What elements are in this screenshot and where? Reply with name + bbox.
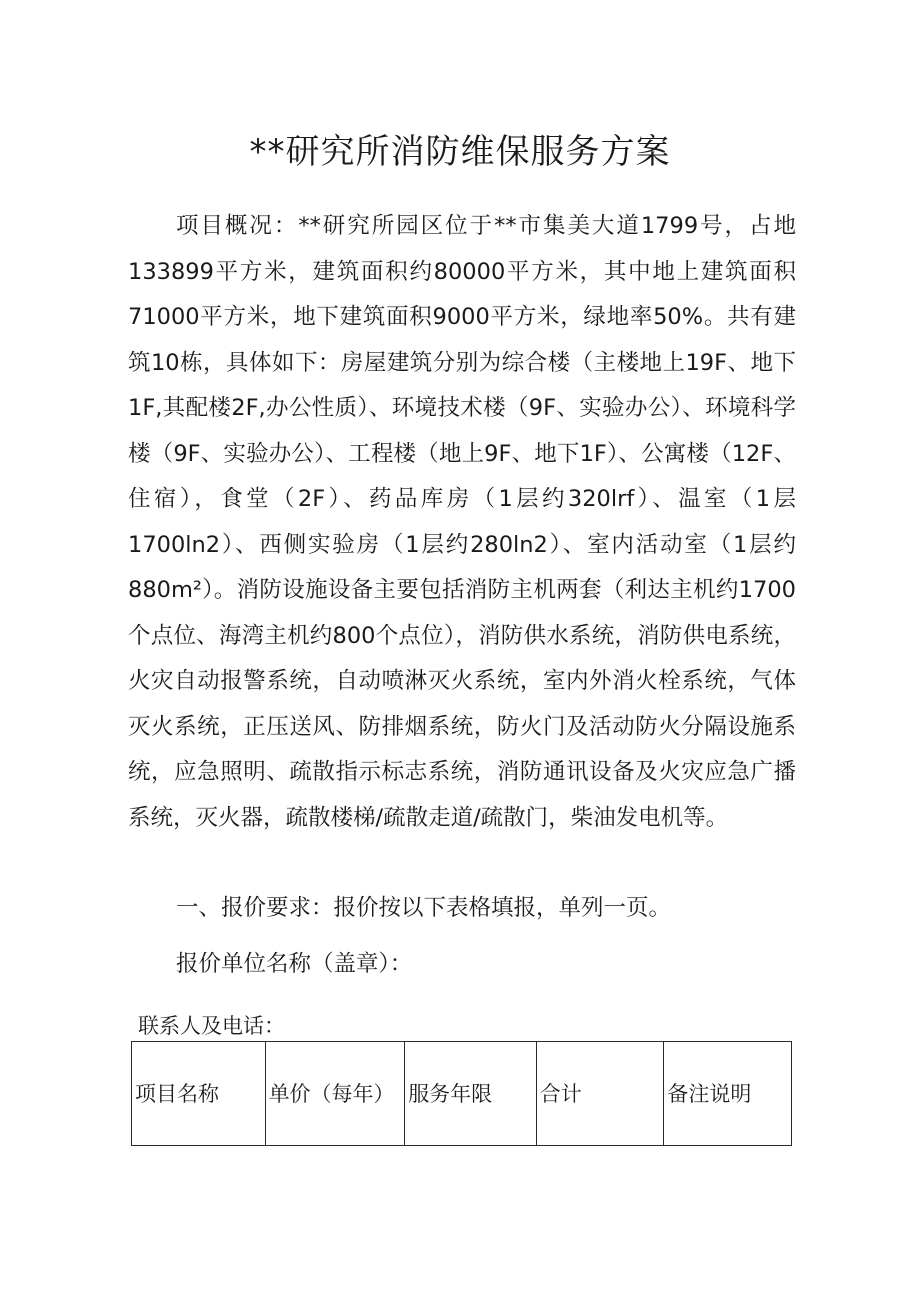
header-service-years: 服务年限 — [405, 1042, 537, 1146]
quote-requirement: 一、报价要求：报价按以下表格填报，单列一页。 — [176, 895, 672, 921]
header-unit-price: 单价（每年） — [265, 1042, 405, 1146]
quoting-unit-name-label: 报价单位名称（盖章）： — [176, 951, 413, 977]
document-title: **研究所消防维保服务方案 — [249, 132, 671, 172]
quote-table — [131, 1041, 792, 1146]
project-overview-paragraph: 项目概况：**研究所园区位于**市集美大道1799号，占地133899平方米，建筑面积约80000平方米，其中地上建筑面积71000平方米，地下建筑面积9000平方米，绿地率50%。共有建筑10栋，具体如下：房屋建筑分别为综合楼（主楼地上19F、地下1F,其配楼2F,办公性质）、环境技术楼（9F、实验办公）、环境科学楼（9F、实验办公）、工程楼（地上9F、地下1F）、公寓楼（12F、住宿），食堂（2F）、药品库房（1层约320lrf）、温室（1层1700ln2）、西侧实验房（1层约280ln2）、室内活动室（1层约880m²）。消防设施设备主要包括消防主机两套（利达主机约1700个点位、海湾主机约800个点位），消防供水系统，消防供电系统，火灾自动报警系统，自动喷淋灭火系统，室内外消火栓系统，气体灭火系统，正压送风、防排烟系统，防火门及活动防火分隔设施系统，应急照明、疏散指示标志系统，消防通讯设备及火灾应急广播系统，灭火器，疏散楼梯/疏散走道/疏散门，柴油发电机等。 — [128, 213, 796, 831]
header-total: 合计 — [536, 1042, 664, 1146]
contact-person-label: 联系人及电话： — [138, 1014, 285, 1038]
header-item-name: 项目名称 — [132, 1042, 266, 1146]
header-remarks: 备注说明 — [664, 1042, 792, 1146]
table-header-row — [132, 1042, 792, 1146]
